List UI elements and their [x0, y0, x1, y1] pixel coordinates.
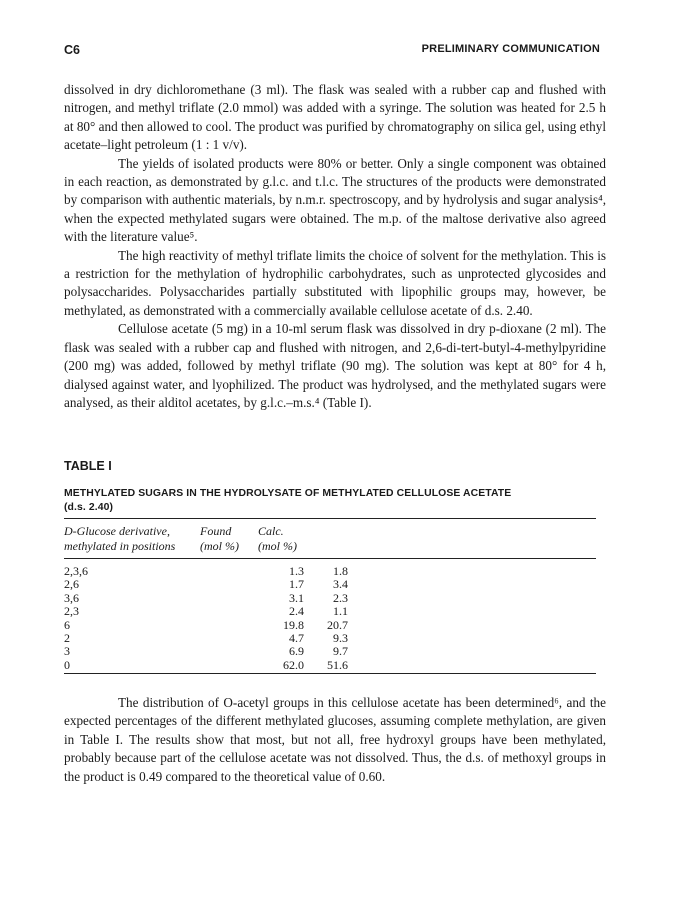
cell-positions: 2,6 — [64, 577, 79, 592]
cell-positions: 2 — [64, 630, 70, 645]
table-row — [64, 592, 364, 605]
cell-positions: 2,3 — [64, 604, 79, 619]
cell-positions: 2,3,6 — [64, 564, 88, 578]
column-header-calc — [258, 524, 297, 554]
cell-calc: 3.4 — [333, 577, 348, 592]
table-label: TABLE I — [64, 459, 112, 473]
table-caption-line: (d.s. 2.40) — [64, 502, 114, 513]
column-header-line: Calc. — [258, 524, 284, 538]
cell-calc: 51.6 — [327, 657, 348, 672]
paragraph-reactivity: The high reactivity of methyl triflate limits the choice of solvent for the methylation. This is a restriction for the methylation of hydrophilic carbohydrates, such as unprotected glycosides and polysaccharides. Polysaccharides partially substituted with lipophilic groups may, however, be methylated, as demonstrated with a commercially available cellulose acetate of d.s. 2.40. — [64, 247, 606, 318]
cell-calc: 2.3 — [333, 590, 348, 605]
cell-calc: 9.3 — [333, 630, 348, 645]
cell-found: 6.9 — [289, 644, 304, 659]
table-bottom-rule — [64, 673, 596, 674]
cell-calc: 1.1 — [333, 604, 348, 619]
column-header-line: methylated in positions — [64, 539, 176, 553]
table-row — [64, 619, 364, 632]
table-row — [64, 645, 364, 658]
running-title: PRELIMINARY COMMUNICATION — [421, 43, 600, 55]
cell-positions: 0 — [64, 657, 70, 672]
cell-found: 1.3 — [289, 564, 304, 578]
column-header-line: D-Glucose derivative, — [64, 524, 170, 538]
column-header-derivative — [64, 524, 175, 554]
table-row — [64, 659, 364, 672]
column-header-line: (mol %) — [258, 539, 297, 553]
table-header-rule — [64, 558, 596, 559]
cell-found: 19.8 — [283, 617, 304, 632]
table-body — [64, 565, 364, 672]
cell-calc: 9.7 — [333, 644, 348, 659]
table-row — [64, 565, 364, 578]
cell-positions: 3,6 — [64, 590, 79, 605]
table-row — [64, 605, 364, 618]
page-number: C6 — [64, 43, 80, 57]
paragraph-yields: The yields of isolated products were 80% or better. Only a single component was obtained in each reaction, as demonstrated by g.l.c. and t.l.c. The structures of the products were demonstrated by comparison with authentic materials, by n.m.r. spectroscopy, and by hydrolysis and sugar analysis⁴, when the expected methylated sugars were obtained. The m.p. of the maltose derivative also agreed with the literature value⁵. — [64, 155, 606, 245]
cell-found: 62.0 — [283, 657, 304, 672]
body-text-top — [64, 81, 606, 412]
table-top-rule — [64, 518, 596, 519]
column-header-found — [200, 524, 239, 554]
column-header-line: Found — [200, 524, 232, 538]
paragraph-distribution: The distribution of O-acetyl groups in this cellulose acetate has been determined⁶, and the expected percentages of the different methylated glucoses, assuming complete methylation, are given in Table I. The results show that most, but not all, free hydroxyl groups have been methylated, probably because part of the cellulose acetate was not dissolved. Thus, the d.s. of methoxyl groups in the product is 0.49 compared to the theoretical value of 0.60. — [64, 695, 606, 784]
table-row — [64, 632, 364, 645]
column-header-line: (mol %) — [200, 539, 239, 553]
running-head — [64, 43, 600, 61]
body-text-bottom — [64, 694, 606, 786]
cell-calc: 20.7 — [327, 617, 348, 632]
cell-found: 3.1 — [289, 590, 304, 605]
paragraph-cellulose-acetate: Cellulose acetate (5 mg) in a 10-ml serum flask was dissolved in dry p-dioxane (2 ml). The flask was sealed with a rubber cap and flushed with nitrogen, and 2,6-di-tert-butyl-4-methylpyridine (200 mg) was added, followed by methyl triflate (90 mg). The solution was kept at 80° for 4 h, dialysed against water, and lyophilized. The product was hydrolysed, and the methylated sugars were analysed, as their alditol acetates, by g.l.c.–m.s.⁴ (Table I). — [64, 321, 606, 410]
cell-calc: 1.8 — [333, 564, 348, 578]
table-caption — [64, 487, 604, 515]
cell-found: 1.7 — [289, 577, 304, 592]
cell-found: 2.4 — [289, 604, 304, 619]
cell-found: 4.7 — [289, 630, 304, 645]
paragraph-procedure: dissolved in dry dichloromethane (3 ml). The flask was sealed with a rubber cap and flushed with nitrogen, and methyl triflate (2.0 mmol) was added with a syringe. The solution was heated for 2.5 h at 80° and then allowed to cool. The product was purified by chromatography on silica gel, using ethyl acetate–light petroleum (1 : 1 v/v). — [64, 82, 606, 153]
table-caption-line: METHYLATED SUGARS IN THE HYDROLYSATE OF METHYLATED CELLULOSE ACETATE — [64, 488, 512, 499]
cell-positions: 3 — [64, 644, 70, 659]
cell-positions: 6 — [64, 617, 70, 632]
table-row — [64, 578, 364, 591]
